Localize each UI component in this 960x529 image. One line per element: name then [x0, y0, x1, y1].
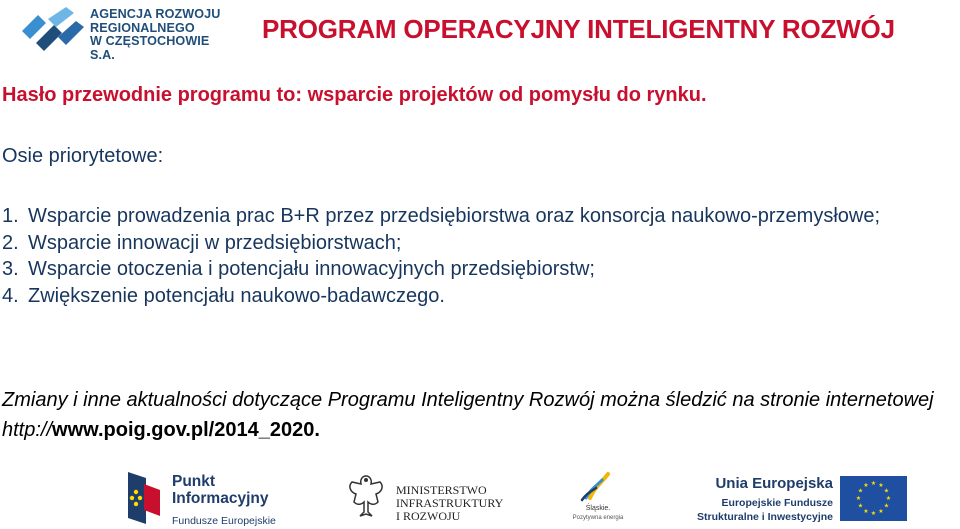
svg-text:★: ★	[863, 508, 869, 515]
news-link[interactable]: www.poig.gov.pl/2014_2020	[52, 419, 315, 441]
punkt-title-line-2: Informacyjny	[172, 490, 269, 507]
punkt-informacyjny-logo	[126, 464, 286, 526]
priority-axis-2	[2, 230, 922, 257]
axis-text: Wsparcie prowadzenia prac B+R przez przedsiębiorstwa oraz konsorcja naukowo-przemysłowe;	[28, 205, 881, 227]
axis-number: 4.	[2, 284, 19, 307]
eu-subtitle-2: Strukturalne i Inwestycyjne	[697, 511, 833, 523]
punkt-title	[172, 473, 268, 507]
ministry-logo	[344, 468, 514, 523]
agency-name	[90, 8, 230, 62]
priority-axes-heading: Osie priorytetowe:	[2, 145, 164, 167]
axis-number: 3.	[2, 258, 19, 280]
eu-title: Unia Europejska	[715, 475, 833, 492]
axis-number: 1.	[2, 205, 19, 227]
punkt-subtitle: Fundusze Europejskie	[172, 515, 276, 527]
svg-text:★: ★	[855, 495, 862, 502]
eu-flag-icon	[840, 476, 907, 521]
axis-text: Wsparcie innowacji w przedsiębiorstwach;	[28, 231, 402, 254]
svg-text:★: ★	[878, 482, 884, 489]
svg-text:★: ★	[870, 510, 877, 517]
slask-logo-icon	[568, 468, 628, 504]
ministry-name-line-1: MINISTERSTWO	[396, 483, 487, 497]
news-end: .	[314, 419, 320, 441]
priority-axis-1	[2, 203, 922, 230]
program-title: PROGRAM OPERACYJNY INTELIGENTNY ROZWÓJ	[262, 14, 895, 44]
svg-text:★: ★	[857, 502, 864, 510]
eu-subtitle-1: Europejskie Fundusze	[721, 497, 833, 509]
program-motto: Hasło przewodnie programu to: wsparcie projektów od pomysłu do rynku.	[2, 84, 707, 106]
axis-text: Wsparcie otoczenia i potencjału innowacyjnych przedsiębiorstw;	[28, 258, 595, 280]
priority-axis-4	[2, 283, 922, 310]
svg-text:★: ★	[857, 487, 864, 495]
ministry-name-line-3: I ROZWOJU	[396, 509, 461, 523]
news-link-prefix[interactable]: http://	[2, 419, 53, 441]
slask-name: Śląskie.	[585, 505, 611, 512]
svg-text:★: ★	[878, 508, 884, 515]
punkt-title-line-1: Punkt	[172, 473, 216, 490]
axis-number: 2.	[2, 231, 19, 254]
news-text: Zmiany i inne aktualności dotyczące Programu Inteligentny Rozwój można śledzić na stronie internetowej	[2, 389, 934, 411]
svg-text:★: ★	[863, 482, 869, 489]
axis-text: Zwiększenie potencjału naukowo-badawczego.	[28, 284, 445, 307]
ministry-name-line-2: INFRASTRUKTURY	[396, 496, 504, 510]
slask-tagline: Pozytywna energia	[572, 515, 624, 521]
agency-name-line-2: REGIONALNEGO	[90, 20, 195, 35]
news-paragraph	[2, 385, 960, 445]
priority-axis-3	[2, 256, 922, 283]
eu-funds-label	[697, 472, 833, 524]
fe-flag-icon	[126, 470, 162, 526]
ministry-name	[396, 484, 503, 523]
agency-logo	[18, 3, 228, 62]
agency-name-line-1: AGENCJA ROZWOJU	[90, 7, 221, 21]
agency-name-line-3: W CZĘSTOCHOWIE S.A.	[90, 34, 210, 62]
footer-logos	[0, 458, 960, 529]
svg-text:★: ★	[885, 495, 892, 502]
agency-bird-logo	[18, 3, 88, 55]
eagle-emblem-icon	[344, 472, 388, 520]
slask-logo	[568, 468, 628, 526]
svg-text:★: ★	[883, 502, 890, 510]
priority-axes-list	[2, 203, 922, 309]
svg-text:★: ★	[870, 480, 877, 487]
svg-text:★: ★	[883, 487, 890, 495]
